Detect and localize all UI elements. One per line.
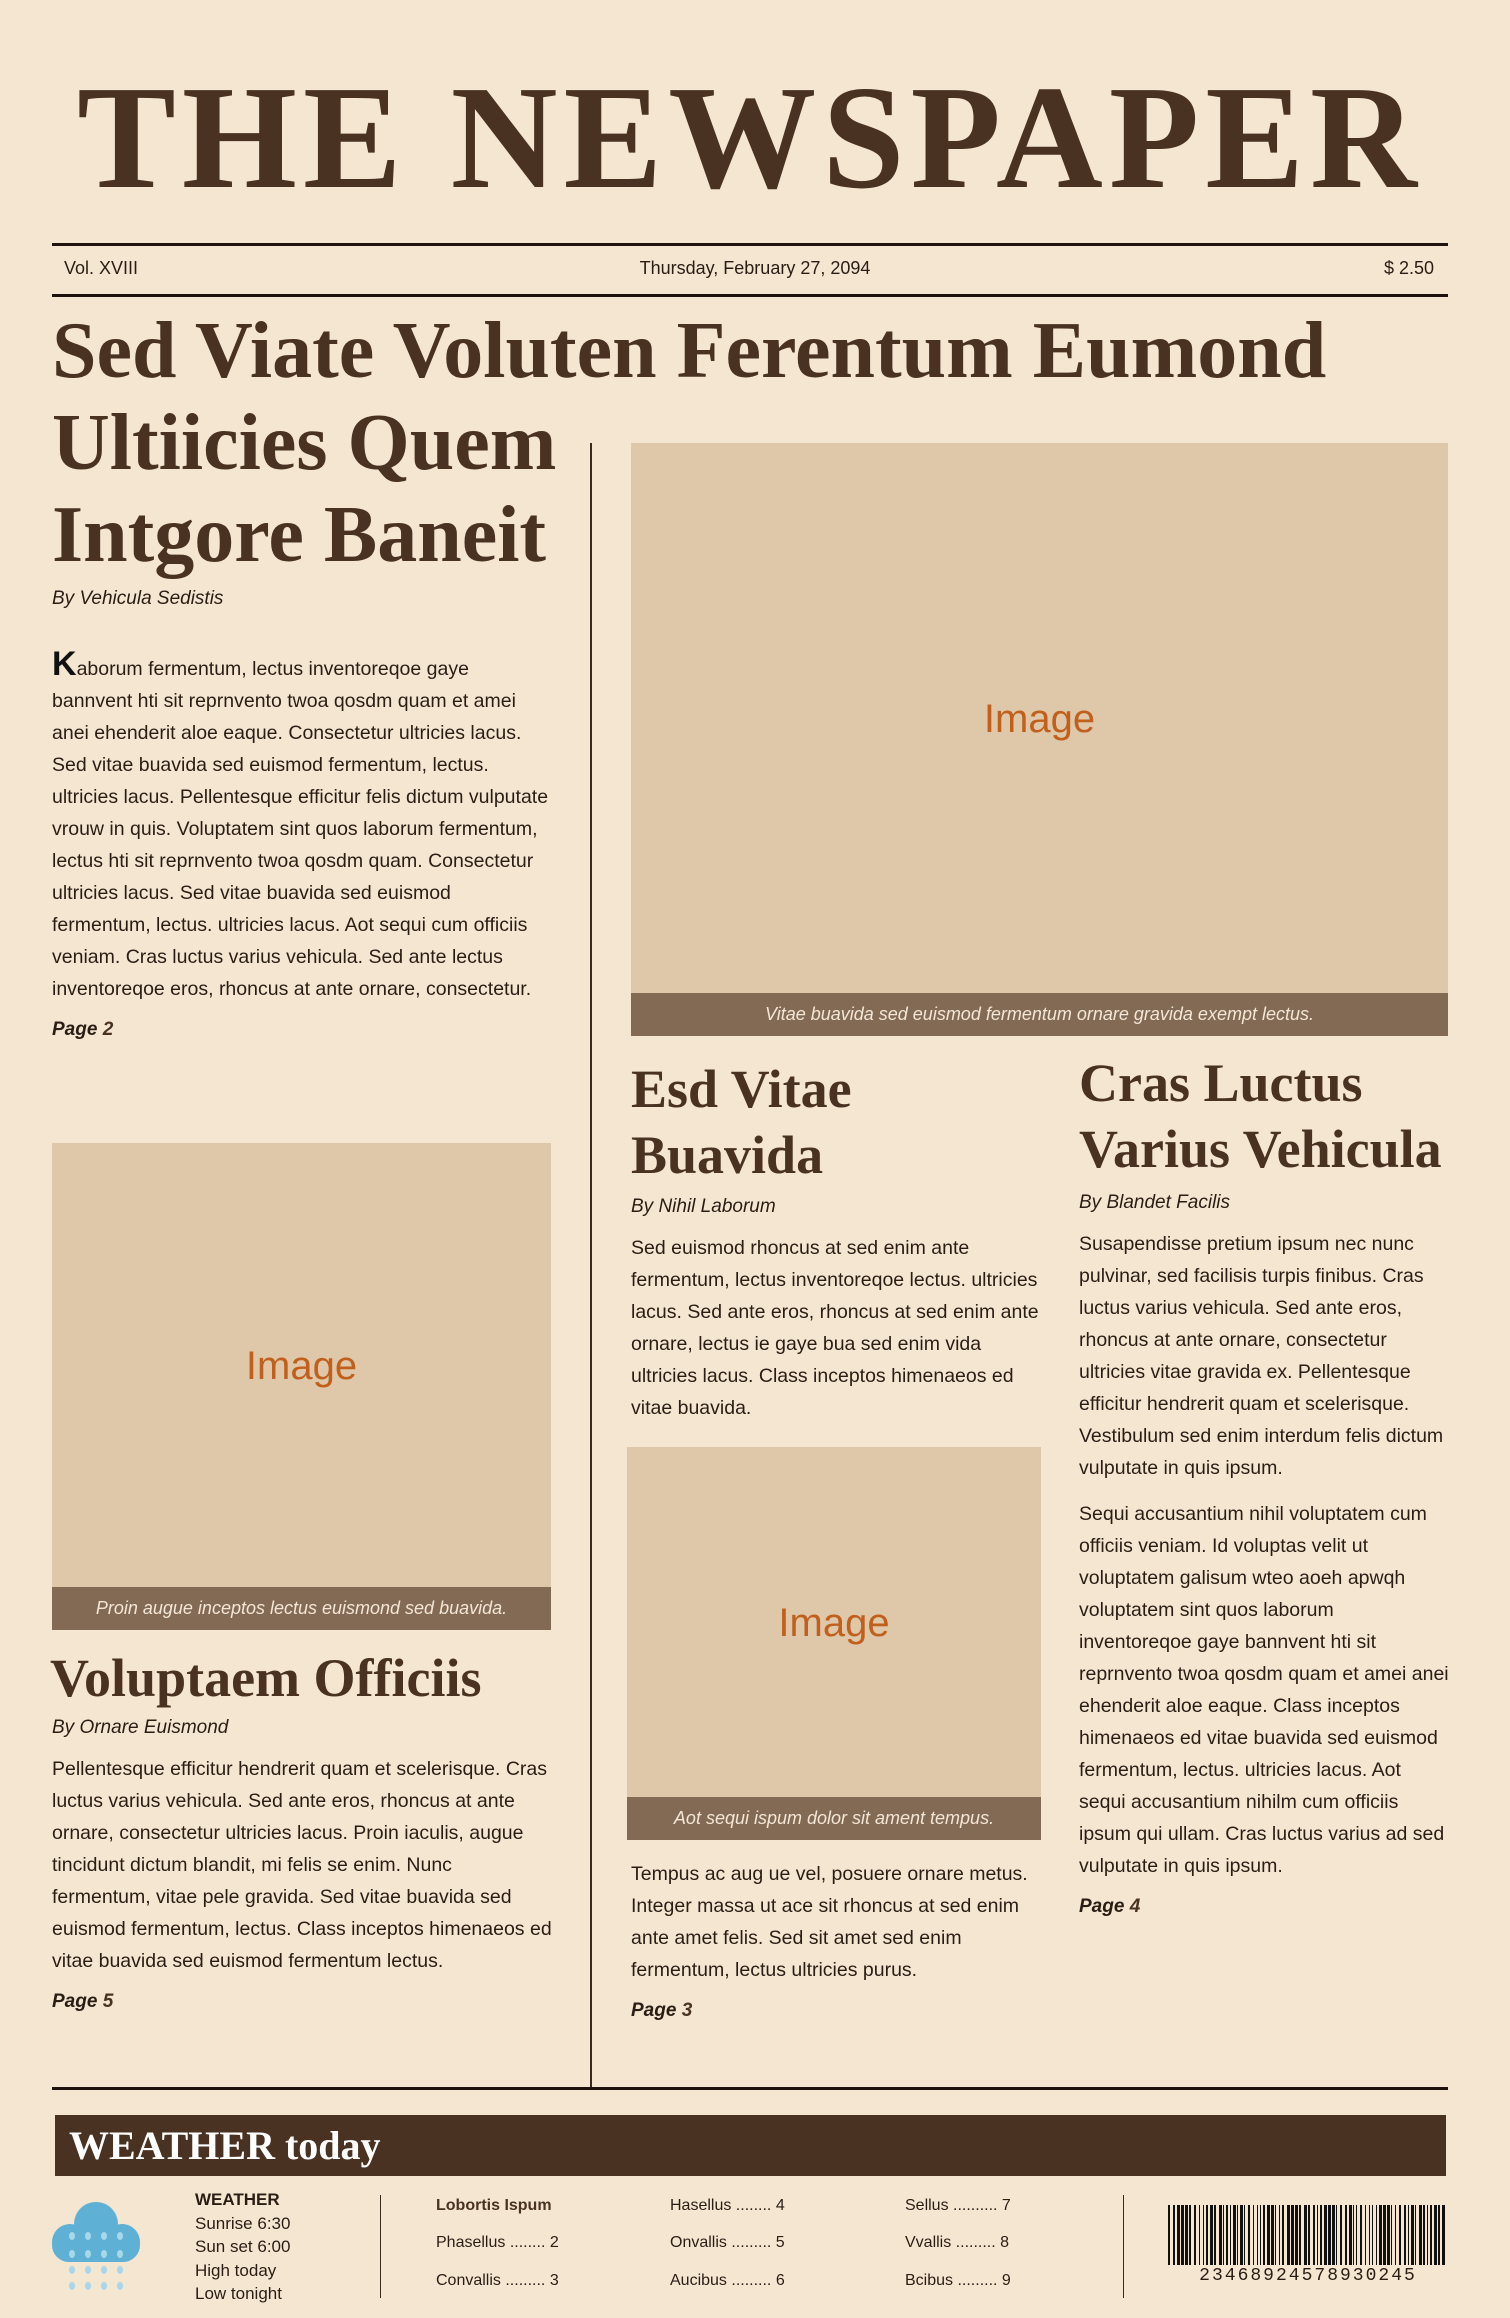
divider xyxy=(52,294,1448,297)
barcode-bar xyxy=(1404,2205,1406,2265)
barcode-digits: 23468924578930245 xyxy=(1199,2266,1417,2286)
article-title: Voluptaem Officiis xyxy=(50,1648,482,1708)
masthead-title: THE NEWSPAPER xyxy=(77,56,1423,220)
index-item[interactable]: Aucibus ......... 6 xyxy=(670,2272,785,2289)
article-body: Tempus ac aug ue vel, posuere ornare metus. Integer massa ut ace sit rhoncus at sed enim ante amet felis. Sed sit amet sed enim fermentum, lectus ultricies purus. xyxy=(631,1863,1028,1981)
barcode-bar xyxy=(1340,2205,1342,2265)
barcode-bar xyxy=(1271,2205,1274,2265)
index-item[interactable]: Vvallis ......... 8 xyxy=(905,2234,1010,2251)
index-item[interactable]: Onvallis ......... 5 xyxy=(670,2234,785,2251)
barcode-bar xyxy=(1399,2205,1401,2265)
barcode-bar xyxy=(1345,2205,1347,2265)
barcode-bar xyxy=(1210,2205,1213,2265)
barcode-bar xyxy=(1189,2205,1191,2265)
barcode-bar xyxy=(1168,2205,1170,2265)
barcode-bar xyxy=(1219,2205,1222,2265)
barcode-bar xyxy=(1360,2205,1362,2265)
barcode-bar xyxy=(1395,2205,1396,2265)
barcode-bar xyxy=(1287,2205,1290,2265)
barcode-bar xyxy=(1291,2205,1294,2265)
article-body: Kaborum fermentum, lectus inventoreqoe gaye bannvent hti sit reprnvento twoa qosdm quam et amei anei ehenderit aloe eaque. Consectetur ultricies lacus. Sed vitae buavida sed euismod fermentum, lectus. ultricies lacus. Pellentesque efficitur felis dictum vulputate vrouw in quis. Voluptatem sint quos laborum fermentum, lectus hti sit reprnvento twoa qosdm quam. Consectetur ultricies lacus. Sed vitae buavida sed euismod fermentum, lectus. ultricies lacus. Aot sequi cum officiis veniam. Cras luctus varius vehicula. Sed ante lectus inventoreqoe eros, rhoncus at ante ornare, consectetur. xyxy=(52,645,549,1000)
barcode-bar xyxy=(1328,2205,1331,2265)
barcode-bar xyxy=(1185,2205,1188,2265)
byline: By Vehicula Sedistis xyxy=(52,588,224,609)
barcode-bar xyxy=(1442,2205,1445,2265)
weather-info xyxy=(195,2188,290,2306)
barcode-bar xyxy=(1415,2205,1416,2265)
barcode-bar xyxy=(1299,2205,1301,2265)
image-placeholder xyxy=(52,1143,551,1630)
barcode-bar xyxy=(1349,2205,1352,2265)
barcode-bar xyxy=(1372,2205,1373,2265)
barcode-bar xyxy=(1275,2205,1276,2265)
barcode-bar xyxy=(1376,2205,1377,2265)
barcode-bar xyxy=(1237,2205,1238,2265)
article-title: Esd Vitae Buavida xyxy=(631,1059,852,1185)
barcode-bar xyxy=(1369,2205,1370,2265)
barcode-bar xyxy=(1332,2205,1335,2265)
index-item[interactable]: Phasellus ........ 2 xyxy=(436,2234,559,2251)
barcode-bar xyxy=(1317,2205,1318,2265)
barcode-bar xyxy=(1353,2205,1354,2265)
barcode-bar xyxy=(1295,2205,1298,2265)
image-caption: Aot sequi ispum dolor sit ament tempus. xyxy=(627,1797,1041,1840)
barcode-bar xyxy=(1434,2205,1437,2265)
article-esd-continued xyxy=(631,1858,1041,2022)
barcode-bar xyxy=(1279,2205,1280,2265)
weather-line: Sun set 6:00 xyxy=(195,2237,291,2256)
barcode-bar xyxy=(1199,2205,1200,2265)
page-reference[interactable]: Page 3 xyxy=(631,2000,693,2021)
barcode-bar xyxy=(1411,2205,1414,2265)
byline: By Ornare Euismond xyxy=(52,1717,229,1738)
barcode-bar xyxy=(1260,2205,1261,2265)
barcode-bar xyxy=(1379,2205,1382,2265)
barcode-bar xyxy=(1267,2205,1270,2265)
issue-date: Thursday, February 27, 2094 xyxy=(639,258,871,278)
barcode-bar xyxy=(1282,2205,1284,2265)
page-reference[interactable]: Page 5 xyxy=(52,1991,114,2012)
divider xyxy=(1123,2195,1124,2298)
byline: By Nihil Laborum xyxy=(631,1196,776,1217)
byline: By Blandet Facilis xyxy=(1079,1192,1231,1213)
rain-cloud-icon xyxy=(50,2198,142,2294)
barcode-bar xyxy=(1419,2205,1422,2265)
barcode-bar xyxy=(1304,2205,1307,2265)
barcode-bar xyxy=(1408,2205,1409,2265)
barcode-bar xyxy=(1253,2205,1254,2265)
article-body: Sed euismod rhoncus at sed enim ante fermentum, lectus inventoreqoe lectus. ultricies lacus. Sed ante eros, rhoncus at sed enim ante ornare, lectus ie gaye bua sed enim vida ultricies lacus. Class inceptos himenaeos ed vitae buavida. xyxy=(631,1237,1039,1419)
barcode-bar xyxy=(1248,2205,1250,2265)
barcode-bar xyxy=(1173,2205,1175,2265)
barcode-bar xyxy=(1214,2205,1216,2265)
image-placeholder xyxy=(627,1447,1041,1840)
barcode-bar xyxy=(1223,2205,1224,2265)
page-reference[interactable]: Page 2 xyxy=(52,1019,114,1040)
page-reference[interactable]: Page 4 xyxy=(1079,1896,1141,1917)
barcode-bar xyxy=(1391,2205,1392,2265)
divider xyxy=(52,2087,1448,2090)
barcode-bar xyxy=(1430,2205,1432,2265)
article-esd xyxy=(631,1056,1041,1419)
barcode-bar xyxy=(1206,2205,1208,2265)
volume: Vol. XVIII xyxy=(64,258,139,278)
divider xyxy=(380,2195,381,2298)
weather-line: Low tonight xyxy=(195,2284,282,2303)
barcode-bar xyxy=(1427,2205,1428,2265)
barcode-bar xyxy=(1438,2205,1440,2265)
article-body: Susapendisse pretium ipsum nec nunc pulvinar, sed facilisis turpis finibus. Cras luctus varius vehicula. Sed ante eros, rhoncus at ante ornare, consectetur ultricies vitae gravida ex. Pellentesque efficitur hendrerit quam et scelerisque. Vestibulum sed enim interdum felis dictum vulputate in quis ipsum. Sequi accusantium nihil voluptatem cum officiis veniam. Id voluptas velit ut voluptatem galisum wteo aoeh apwqh voluptatem sint quos laborum inventoreqoe gaye bannvent hti sit reprnvento twoa qosdm quam et amei anei ehenderit aloe eaque. Class inceptos himenaeos ed vitae buavida sed euismod fermentum, lectus. ultricies lacus. Aot sequi accusantium nihilm cum officiis ipsum qui ullam. Cras luctus varius ad sed vulputate in quis ipsum. xyxy=(1079,1233,1449,1877)
image-caption: Vitae buavida sed euismod fermentum ornare gravida exempt lectus. xyxy=(631,993,1448,1036)
image-label: Image xyxy=(983,697,1096,741)
article-body: Pellentesque efficitur hendrerit quam et scelerisque. Cras luctus varius vehicula. Sed ante eros, rhoncus at ante ornare, consectetur ultricies lacus. Proin iaculis, augue tincidunt dictum blandit, mi felis se enim. Nunc fermentum, vitae pele gravida. Sed vitae buavida sed euismod fermentum, lectus. Class inceptos himenaeos ed vitae buavida sed euismod fermentum lectus. xyxy=(52,1758,552,1972)
barcode-bar xyxy=(1356,2205,1357,2265)
barcode-bar xyxy=(1423,2205,1425,2265)
index-item[interactable]: Bcibus ......... 9 xyxy=(905,2272,1011,2289)
article-cras xyxy=(1079,1050,1451,1918)
barcode-bar xyxy=(1387,2205,1390,2265)
image-caption: Proin augue inceptos lectus euismond sed buavida. xyxy=(52,1587,551,1630)
barcode-bar xyxy=(1181,2205,1184,2265)
article-title: Cras Luctus Varius Vehicula xyxy=(1079,1053,1442,1179)
index-item[interactable]: Sellus .......... 7 xyxy=(905,2197,1011,2214)
weather-line: High today xyxy=(195,2260,277,2280)
barcode-bar xyxy=(1233,2205,1236,2265)
image-label: Image xyxy=(778,1601,890,1645)
article-voluptaem xyxy=(50,1645,555,2013)
image-placeholder xyxy=(631,443,1448,1036)
weather-line: Sunrise 6:30 xyxy=(195,2213,291,2233)
barcode-bar xyxy=(1336,2205,1337,2265)
barcode-bar xyxy=(1365,2205,1366,2265)
index-item[interactable]: Convallis ......... 3 xyxy=(436,2272,559,2289)
barcode-bar xyxy=(1257,2205,1258,2265)
divider xyxy=(52,243,1448,246)
index-heading: Lobortis Ispum xyxy=(436,2197,552,2214)
barcode-bar xyxy=(1230,2205,1231,2265)
lead-headline-text: Sed Viate Voluten Ferentum Eumond Ultiicies Quem Intgore Baneit xyxy=(52,307,1327,579)
barcode-bar xyxy=(1226,2205,1228,2265)
column-divider xyxy=(590,443,592,2088)
barcode-bar xyxy=(1383,2205,1386,2265)
index-item[interactable]: Hasellus ........ 4 xyxy=(670,2197,785,2214)
barcode xyxy=(1168,2205,1448,2265)
lead-article xyxy=(52,588,552,1041)
barcode-bar xyxy=(1308,2205,1310,2265)
drop-cap: K xyxy=(52,645,77,683)
barcode-bar xyxy=(1320,2205,1322,2265)
barcode-bar xyxy=(1177,2205,1180,2265)
barcode-bar xyxy=(1240,2205,1243,2265)
barcode-bar xyxy=(1313,2205,1315,2265)
price: $ 2.50 xyxy=(1383,258,1434,278)
weather-heading: WEATHER xyxy=(195,2190,280,2209)
weather-banner: WEATHER today xyxy=(55,2115,1446,2176)
barcode-bar xyxy=(1263,2205,1265,2265)
barcode-bar xyxy=(1203,2205,1204,2265)
barcode-bar xyxy=(1244,2205,1245,2265)
barcode-bar xyxy=(1324,2205,1327,2265)
barcode-bar xyxy=(1194,2205,1196,2265)
image-label: Image xyxy=(245,1344,358,1388)
